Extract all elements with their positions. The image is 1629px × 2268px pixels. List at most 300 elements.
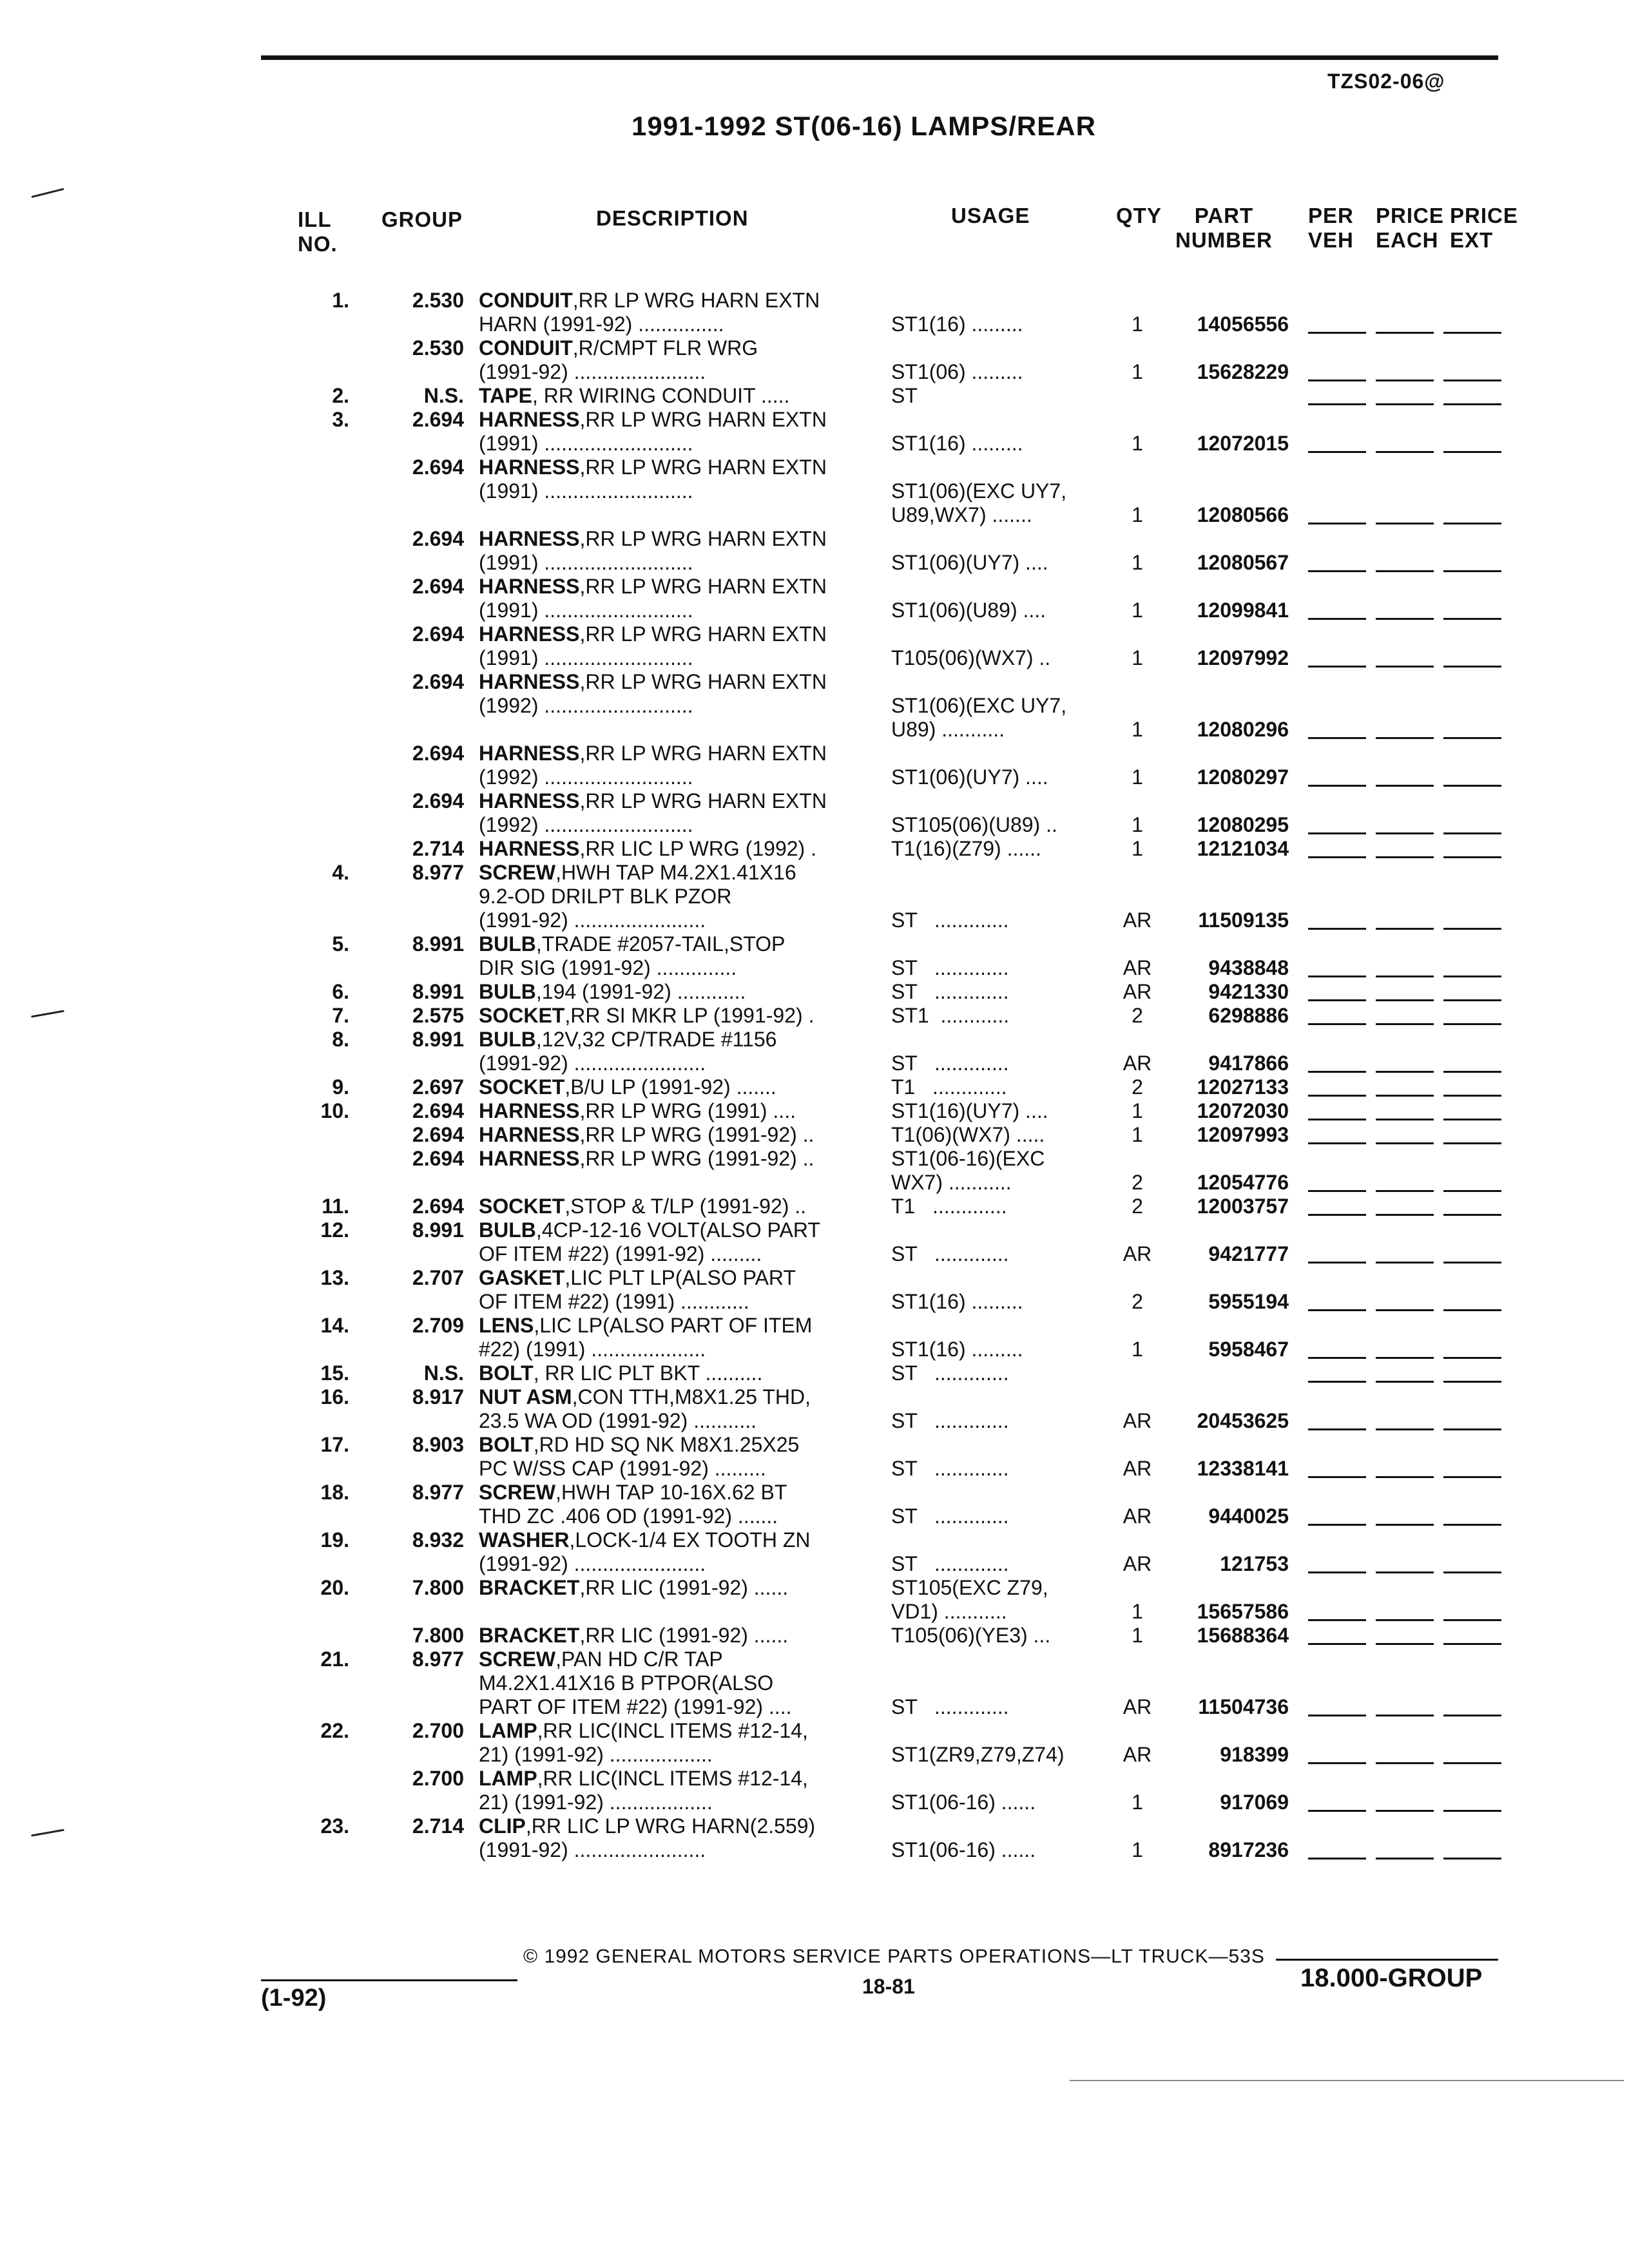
description-text: ,RR LIC (1991-92) ......: [579, 1624, 789, 1647]
group-code: 7.800: [412, 1576, 464, 1599]
quantity: AR: [1123, 1504, 1152, 1528]
description: [479, 1075, 776, 1099]
price-each-blank: [1376, 1619, 1434, 1621]
description-text: ,RR LIC(INCL ITEMS #12-14,: [537, 1719, 808, 1742]
description-text: ,LIC PLT LP(ALSO PART: [564, 1266, 796, 1289]
quantity: AR: [1123, 1242, 1152, 1265]
group-code: 2.694: [412, 670, 464, 693]
description-text: ,RR LP WRG HARN EXTN: [579, 575, 827, 598]
description-text: ,RR LP WRG HARN EXTN: [579, 527, 827, 550]
description: [479, 1266, 796, 1290]
per-veh-blank: [1308, 1524, 1366, 1526]
per-veh-blank: [1308, 785, 1366, 787]
per-veh-blank: [1308, 832, 1366, 834]
price-each-blank: [1376, 785, 1434, 787]
part-number: 9417866: [1208, 1052, 1289, 1075]
price-ext-blank: [1443, 975, 1501, 977]
price-ext-blank: [1443, 332, 1501, 334]
price-ext-blank: [1443, 451, 1501, 453]
description: [479, 1433, 799, 1457]
part-name: CLIP: [479, 1814, 526, 1838]
description: [479, 622, 827, 646]
description-text: (1992) ..........................: [479, 765, 693, 789]
usage: T105(06)(YE3) ...: [891, 1624, 1051, 1647]
description: [479, 694, 693, 718]
description: [479, 575, 827, 599]
usage: ST .............: [891, 980, 1009, 1003]
description: [479, 1004, 814, 1028]
table-row: [0, 384, 1629, 408]
quantity: 1: [1132, 1338, 1143, 1361]
usage: T1(16)(Z79) ......: [891, 837, 1041, 860]
part-number: 12003757: [1197, 1195, 1289, 1218]
description: [479, 885, 731, 908]
description: [479, 837, 816, 861]
per-veh-blank: [1308, 856, 1366, 858]
part-name: HARNESS: [479, 622, 580, 646]
ill-number: 7.: [332, 1004, 349, 1027]
table-row: [0, 1290, 1629, 1314]
ill-number: 3.: [332, 408, 349, 431]
ill-number: 4.: [332, 861, 349, 884]
part-name: LAMP: [479, 1719, 537, 1742]
table-row: [0, 1409, 1629, 1433]
description: [479, 456, 827, 479]
table-row: [0, 956, 1629, 980]
part-number: 12099841: [1197, 599, 1289, 622]
usage: ST1(16) .........: [891, 1290, 1023, 1313]
price-ext-blank: [1443, 785, 1501, 787]
description: [479, 1052, 706, 1075]
usage: ST105(06)(U89) ..: [891, 813, 1057, 836]
col-ill-no: [298, 207, 338, 256]
price-ext-blank: [1443, 1715, 1501, 1716]
group-code: 2.700: [412, 1767, 464, 1790]
group-code: 8.932: [412, 1528, 464, 1552]
document-id: TZS02-06@: [1327, 70, 1445, 93]
part-number: 12097992: [1197, 646, 1289, 669]
col-per-veh: [1308, 204, 1354, 253]
per-veh-blank: [1308, 1190, 1366, 1192]
usage: ST105(EXC Z79,: [891, 1576, 1048, 1599]
description: [479, 742, 827, 765]
price-ext-blank: [1443, 380, 1501, 381]
table-row: [0, 1743, 1629, 1767]
description: [479, 765, 693, 789]
description-text: (1991-92) .......................: [479, 360, 706, 383]
ill-number: 13.: [320, 1266, 349, 1289]
price-ext-blank: [1443, 832, 1501, 834]
description-text: ,LOCK-1/4 EX TOOTH ZN: [569, 1528, 811, 1552]
description-text: ,STOP & T/LP (1991-92) ..: [564, 1195, 807, 1218]
table-row: [0, 1767, 1629, 1791]
per-veh-blank: [1308, 1381, 1366, 1383]
price-each-blank: [1376, 1309, 1434, 1311]
usage: ST1(06)(U89) ....: [891, 599, 1046, 622]
ill-number: 15.: [320, 1361, 349, 1385]
description: [479, 646, 693, 670]
price-ext-blank: [1443, 1810, 1501, 1812]
description: [479, 1648, 723, 1671]
part-name: BULB: [479, 1028, 536, 1051]
table-row: [0, 1719, 1629, 1743]
table-row: [0, 1791, 1629, 1814]
usage: VD1) ...........: [891, 1600, 1007, 1623]
col-price-each: [1376, 204, 1444, 253]
quantity: 2: [1132, 1290, 1143, 1313]
description-text: ,RR LP WRG (1991) ....: [579, 1099, 796, 1122]
description-text: (1991-92) .......................: [479, 1552, 706, 1575]
price-ext-blank: [1443, 856, 1501, 858]
table-row: [0, 575, 1629, 599]
part-name: SCREW: [479, 1648, 556, 1671]
part-number: 20453625: [1197, 1409, 1289, 1432]
description-text: ,RR LP WRG HARN EXTN: [579, 408, 827, 431]
group-code: 2.709: [412, 1314, 464, 1337]
table-row: [0, 1385, 1629, 1409]
per-veh-blank: [1308, 1810, 1366, 1812]
description: [479, 336, 758, 360]
ill-number: 14.: [320, 1314, 349, 1337]
usage: ST1(16) .........: [891, 312, 1023, 336]
quantity: 1: [1132, 813, 1143, 836]
per-veh-blank: [1308, 1262, 1366, 1264]
description-text: M4.2X1.41X16 B PTPOR(ALSO: [479, 1671, 774, 1695]
part-name: SCREW: [479, 861, 556, 884]
description-text: ,HWH TAP 10-16X.62 BT: [555, 1481, 787, 1504]
part-number: 121753: [1220, 1552, 1289, 1575]
description-text: (1991) ..........................: [479, 479, 693, 503]
description: [479, 312, 724, 336]
group-code: 2.530: [412, 289, 464, 312]
footer-group: 18.000-GROUP: [1300, 1964, 1483, 1992]
price-each-blank: [1376, 975, 1434, 977]
description-text: ,RR LP WRG HARN EXTN: [572, 289, 820, 312]
table-row: [0, 289, 1629, 312]
quantity: 2: [1132, 1004, 1143, 1027]
table-row: [0, 1218, 1629, 1242]
per-veh-blank: [1308, 1142, 1366, 1144]
price-ext-blank: [1443, 999, 1501, 1001]
usage: ST .............: [891, 1695, 1009, 1718]
description-text: DIR SIG (1991-92) ..............: [479, 956, 737, 979]
price-ext-blank: [1443, 403, 1501, 405]
description-text: ,RR LP WRG (1991-92) ..: [579, 1123, 815, 1146]
usage: ST1(06-16)(EXC: [891, 1147, 1045, 1170]
per-veh-blank: [1308, 1095, 1366, 1097]
price-each-blank: [1376, 1119, 1434, 1120]
ill-number: 8.: [332, 1028, 349, 1051]
description-text: ,RR SI MKR LP (1991-92) .: [564, 1004, 815, 1027]
usage: ST1(06)(UY7) ....: [891, 551, 1048, 574]
usage: ST1(06) .........: [891, 360, 1023, 383]
part-number: 12072015: [1197, 432, 1289, 455]
price-each-blank: [1376, 737, 1434, 739]
col-ill-label: ILL: [298, 207, 332, 231]
ill-number: 22.: [320, 1719, 349, 1742]
group-code: 8.977: [412, 861, 464, 884]
description: [479, 1385, 811, 1409]
price-each-blank: [1376, 1381, 1434, 1383]
price-ext-blank: [1443, 1262, 1501, 1264]
table-row: [0, 599, 1629, 622]
part-name: HARNESS: [479, 837, 580, 860]
per-veh-blank: [1308, 332, 1366, 334]
group-code: 2.707: [412, 1266, 464, 1289]
part-number: 5955194: [1208, 1290, 1289, 1313]
col-group: GROUP: [381, 207, 463, 231]
table-row: [0, 1075, 1629, 1099]
description-text: (1991-92) .......................: [479, 1838, 706, 1861]
ill-number: 11.: [322, 1195, 349, 1218]
quantity: AR: [1123, 1695, 1152, 1718]
table-row: [0, 1314, 1629, 1338]
table-row: [0, 1338, 1629, 1361]
quantity: 1: [1132, 765, 1143, 789]
group-code: 2.714: [412, 837, 464, 860]
table-row: [0, 1195, 1629, 1218]
description: [479, 1195, 806, 1218]
col-description: DESCRIPTION: [596, 206, 749, 230]
usage: ST: [891, 384, 918, 407]
description: [479, 289, 820, 312]
part-name: HARNESS: [479, 408, 580, 431]
price-each-blank: [1376, 1762, 1434, 1764]
group-code: 2.694: [412, 1147, 464, 1170]
description: [479, 1457, 766, 1481]
usage: ST1(16) .........: [891, 432, 1023, 455]
group-code: N.S.: [423, 384, 464, 407]
price-ext-blank: [1443, 1357, 1501, 1359]
description: [479, 1028, 776, 1052]
ill-number: 17.: [320, 1433, 349, 1456]
footer-copyright: © 1992 GENERAL MOTORS SERVICE PARTS OPERATIONS—LT TRUCK—53S: [523, 1946, 1265, 1967]
table-row: [0, 1457, 1629, 1481]
col-price-ext: [1450, 204, 1518, 253]
table-row: [0, 336, 1629, 360]
description: [479, 1838, 706, 1862]
usage: ST1 ............: [891, 1004, 1010, 1027]
description-text: ,194 (1991-92) ............: [535, 980, 746, 1003]
price-ext-blank: [1443, 570, 1501, 572]
quantity: 1: [1132, 432, 1143, 455]
group-code: 7.800: [412, 1624, 464, 1647]
table-row: [0, 1361, 1629, 1385]
quantity: 1: [1132, 1099, 1143, 1122]
group-code: 2.694: [412, 622, 464, 646]
table-row: [0, 1600, 1629, 1624]
table-row: [0, 1528, 1629, 1552]
price-ext-blank: [1443, 618, 1501, 620]
usage: T1(06)(WX7) .....: [891, 1123, 1045, 1146]
per-veh-blank: [1308, 1428, 1366, 1430]
table-row: [0, 1242, 1629, 1266]
price-each-blank: [1376, 1071, 1434, 1073]
part-number: 11504736: [1198, 1695, 1289, 1718]
price-each-blank: [1376, 403, 1434, 405]
price-ext-blank: [1443, 1524, 1501, 1526]
quantity: 1: [1132, 1600, 1143, 1623]
part-number: 9440025: [1208, 1504, 1289, 1528]
ill-number: 6.: [332, 980, 349, 1003]
per-veh-blank: [1308, 570, 1366, 572]
usage: ST .............: [891, 956, 1009, 979]
part-number: 15688364: [1197, 1624, 1289, 1647]
description: [479, 1099, 796, 1123]
description-text: PC W/SS CAP (1991-92) .........: [479, 1457, 766, 1480]
ill-number: 5.: [332, 932, 349, 956]
price-each-blank: [1376, 618, 1434, 620]
col-ext-label: EXT: [1450, 228, 1494, 252]
ill-number: 10.: [320, 1099, 349, 1122]
part-name: BULB: [479, 932, 536, 956]
table-row: [0, 622, 1629, 646]
description: [479, 1528, 810, 1552]
group-code: 2.694: [412, 742, 464, 765]
group-code: 2.697: [412, 1075, 464, 1099]
table-row: [0, 1695, 1629, 1719]
description: [479, 384, 789, 408]
price-each-blank: [1376, 1476, 1434, 1478]
price-each-blank: [1376, 1214, 1434, 1216]
price-each-blank: [1376, 380, 1434, 381]
price-each-blank: [1376, 570, 1434, 572]
description-text: ,HWH TAP M4.2X1.41X16: [555, 861, 796, 884]
quantity: 1: [1132, 646, 1143, 669]
description: [479, 551, 693, 575]
description-text: (1991) ..........................: [479, 551, 693, 574]
part-number: 6298886: [1208, 1004, 1289, 1027]
per-veh-blank: [1308, 666, 1366, 668]
ill-number: 18.: [320, 1481, 349, 1504]
price-ext-blank: [1443, 523, 1501, 524]
part-name: CONDUIT: [479, 289, 573, 312]
part-number: 12338141: [1197, 1457, 1289, 1480]
footer-rule-left: [261, 1979, 517, 1981]
price-ext-blank: [1443, 666, 1501, 668]
usage: ST1(06-16) ......: [891, 1791, 1036, 1814]
part-number: 12054776: [1197, 1171, 1289, 1194]
usage: T1 .............: [891, 1075, 1007, 1099]
part-name: HARNESS: [479, 1147, 580, 1170]
group-code: 2.694: [412, 575, 464, 598]
description-text: ,LIC LP(ALSO PART OF ITEM: [534, 1314, 813, 1337]
description: [479, 1242, 762, 1266]
table-row: [0, 742, 1629, 765]
description-text: ,RR LP WRG HARN EXTN: [579, 789, 827, 812]
description-text: ,RD HD SQ NK M8X1.25X25: [533, 1433, 800, 1456]
quantity: 1: [1132, 1624, 1143, 1647]
per-veh-blank: [1308, 1023, 1366, 1025]
quantity: 1: [1132, 837, 1143, 860]
group-code: 8.991: [412, 932, 464, 956]
table-row: [0, 908, 1629, 932]
table-row: [0, 503, 1629, 527]
part-number: 12080297: [1197, 765, 1289, 789]
quantity: 1: [1132, 1838, 1143, 1861]
price-each-blank: [1376, 451, 1434, 453]
part-number: 12080566: [1197, 503, 1289, 526]
group-code: 2.694: [412, 408, 464, 431]
price-each-blank: [1376, 1023, 1434, 1025]
price-each-blank: [1376, 1095, 1434, 1097]
price-each-blank: [1376, 856, 1434, 858]
quantity: AR: [1123, 1743, 1152, 1766]
part-number: 9438848: [1208, 956, 1289, 979]
description: [479, 1314, 812, 1338]
ill-number: 9.: [332, 1075, 349, 1099]
usage: T1 .............: [891, 1195, 1007, 1218]
description-text: 9.2-OD DRILPT BLK PZOR: [479, 885, 732, 908]
per-veh-blank: [1308, 928, 1366, 930]
table-row: [0, 1552, 1629, 1576]
table-row: [0, 765, 1629, 789]
description: [479, 599, 693, 622]
col-qty: QTY: [1116, 204, 1162, 227]
description: [479, 1123, 814, 1147]
price-ext-blank: [1443, 1858, 1501, 1860]
scan-edge-line: [1070, 2080, 1624, 2081]
usage: ST .............: [891, 1242, 1009, 1265]
description-text: ,TRADE #2057-TAIL,STOP: [535, 932, 786, 956]
part-name: HARNESS: [479, 575, 580, 598]
quantity: 1: [1132, 1123, 1143, 1146]
group-code: 2.694: [412, 789, 464, 812]
part-name: WASHER: [479, 1528, 570, 1552]
quantity: AR: [1123, 980, 1152, 1003]
price-each-blank: [1376, 1571, 1434, 1573]
price-ext-blank: [1443, 1190, 1501, 1192]
description: [479, 1695, 792, 1719]
table-row: [0, 932, 1629, 956]
per-veh-blank: [1308, 1571, 1366, 1573]
description-text: OF ITEM #22) (1991-92) .........: [479, 1242, 762, 1265]
part-name: HARNESS: [479, 1123, 580, 1146]
part-number: 8917236: [1208, 1838, 1289, 1861]
footer-date: (1-92): [261, 1984, 327, 2012]
quantity: AR: [1123, 1052, 1152, 1075]
part-name: HARNESS: [479, 789, 580, 812]
table-row: [0, 479, 1629, 503]
part-name: BOLT: [479, 1433, 534, 1456]
usage: ST1(06-16) ......: [891, 1838, 1036, 1861]
table-row: [0, 1624, 1629, 1648]
usage: WX7) ...........: [891, 1171, 1012, 1194]
price-ext-blank: [1443, 1309, 1501, 1311]
part-name: BULB: [479, 980, 536, 1003]
description-text: ,RR LIC(INCL ITEMS #12-14,: [537, 1767, 808, 1790]
description-text: ,RR LIC LP WRG (1992) .: [579, 837, 816, 860]
description: [479, 432, 693, 456]
table-row: [0, 670, 1629, 694]
quantity: 2: [1132, 1171, 1143, 1194]
description: [479, 932, 785, 956]
col-each-label: EACH: [1376, 228, 1439, 252]
part-number: 12097993: [1197, 1123, 1289, 1146]
usage: ST .............: [891, 1552, 1009, 1575]
price-ext-blank: [1443, 1762, 1501, 1764]
description-text: (1991) ..........................: [479, 646, 693, 669]
table-row: [0, 1099, 1629, 1123]
usage: ST .............: [891, 1504, 1009, 1528]
description: [479, 1743, 713, 1767]
price-each-blank: [1376, 666, 1434, 668]
parts-table: [0, 289, 1629, 1862]
description-text: ,B/U LP (1991-92) .......: [564, 1075, 776, 1099]
price-ext-blank: [1443, 1214, 1501, 1216]
part-name: SOCKET: [479, 1004, 565, 1027]
description-text: (1991) ..........................: [479, 432, 693, 455]
